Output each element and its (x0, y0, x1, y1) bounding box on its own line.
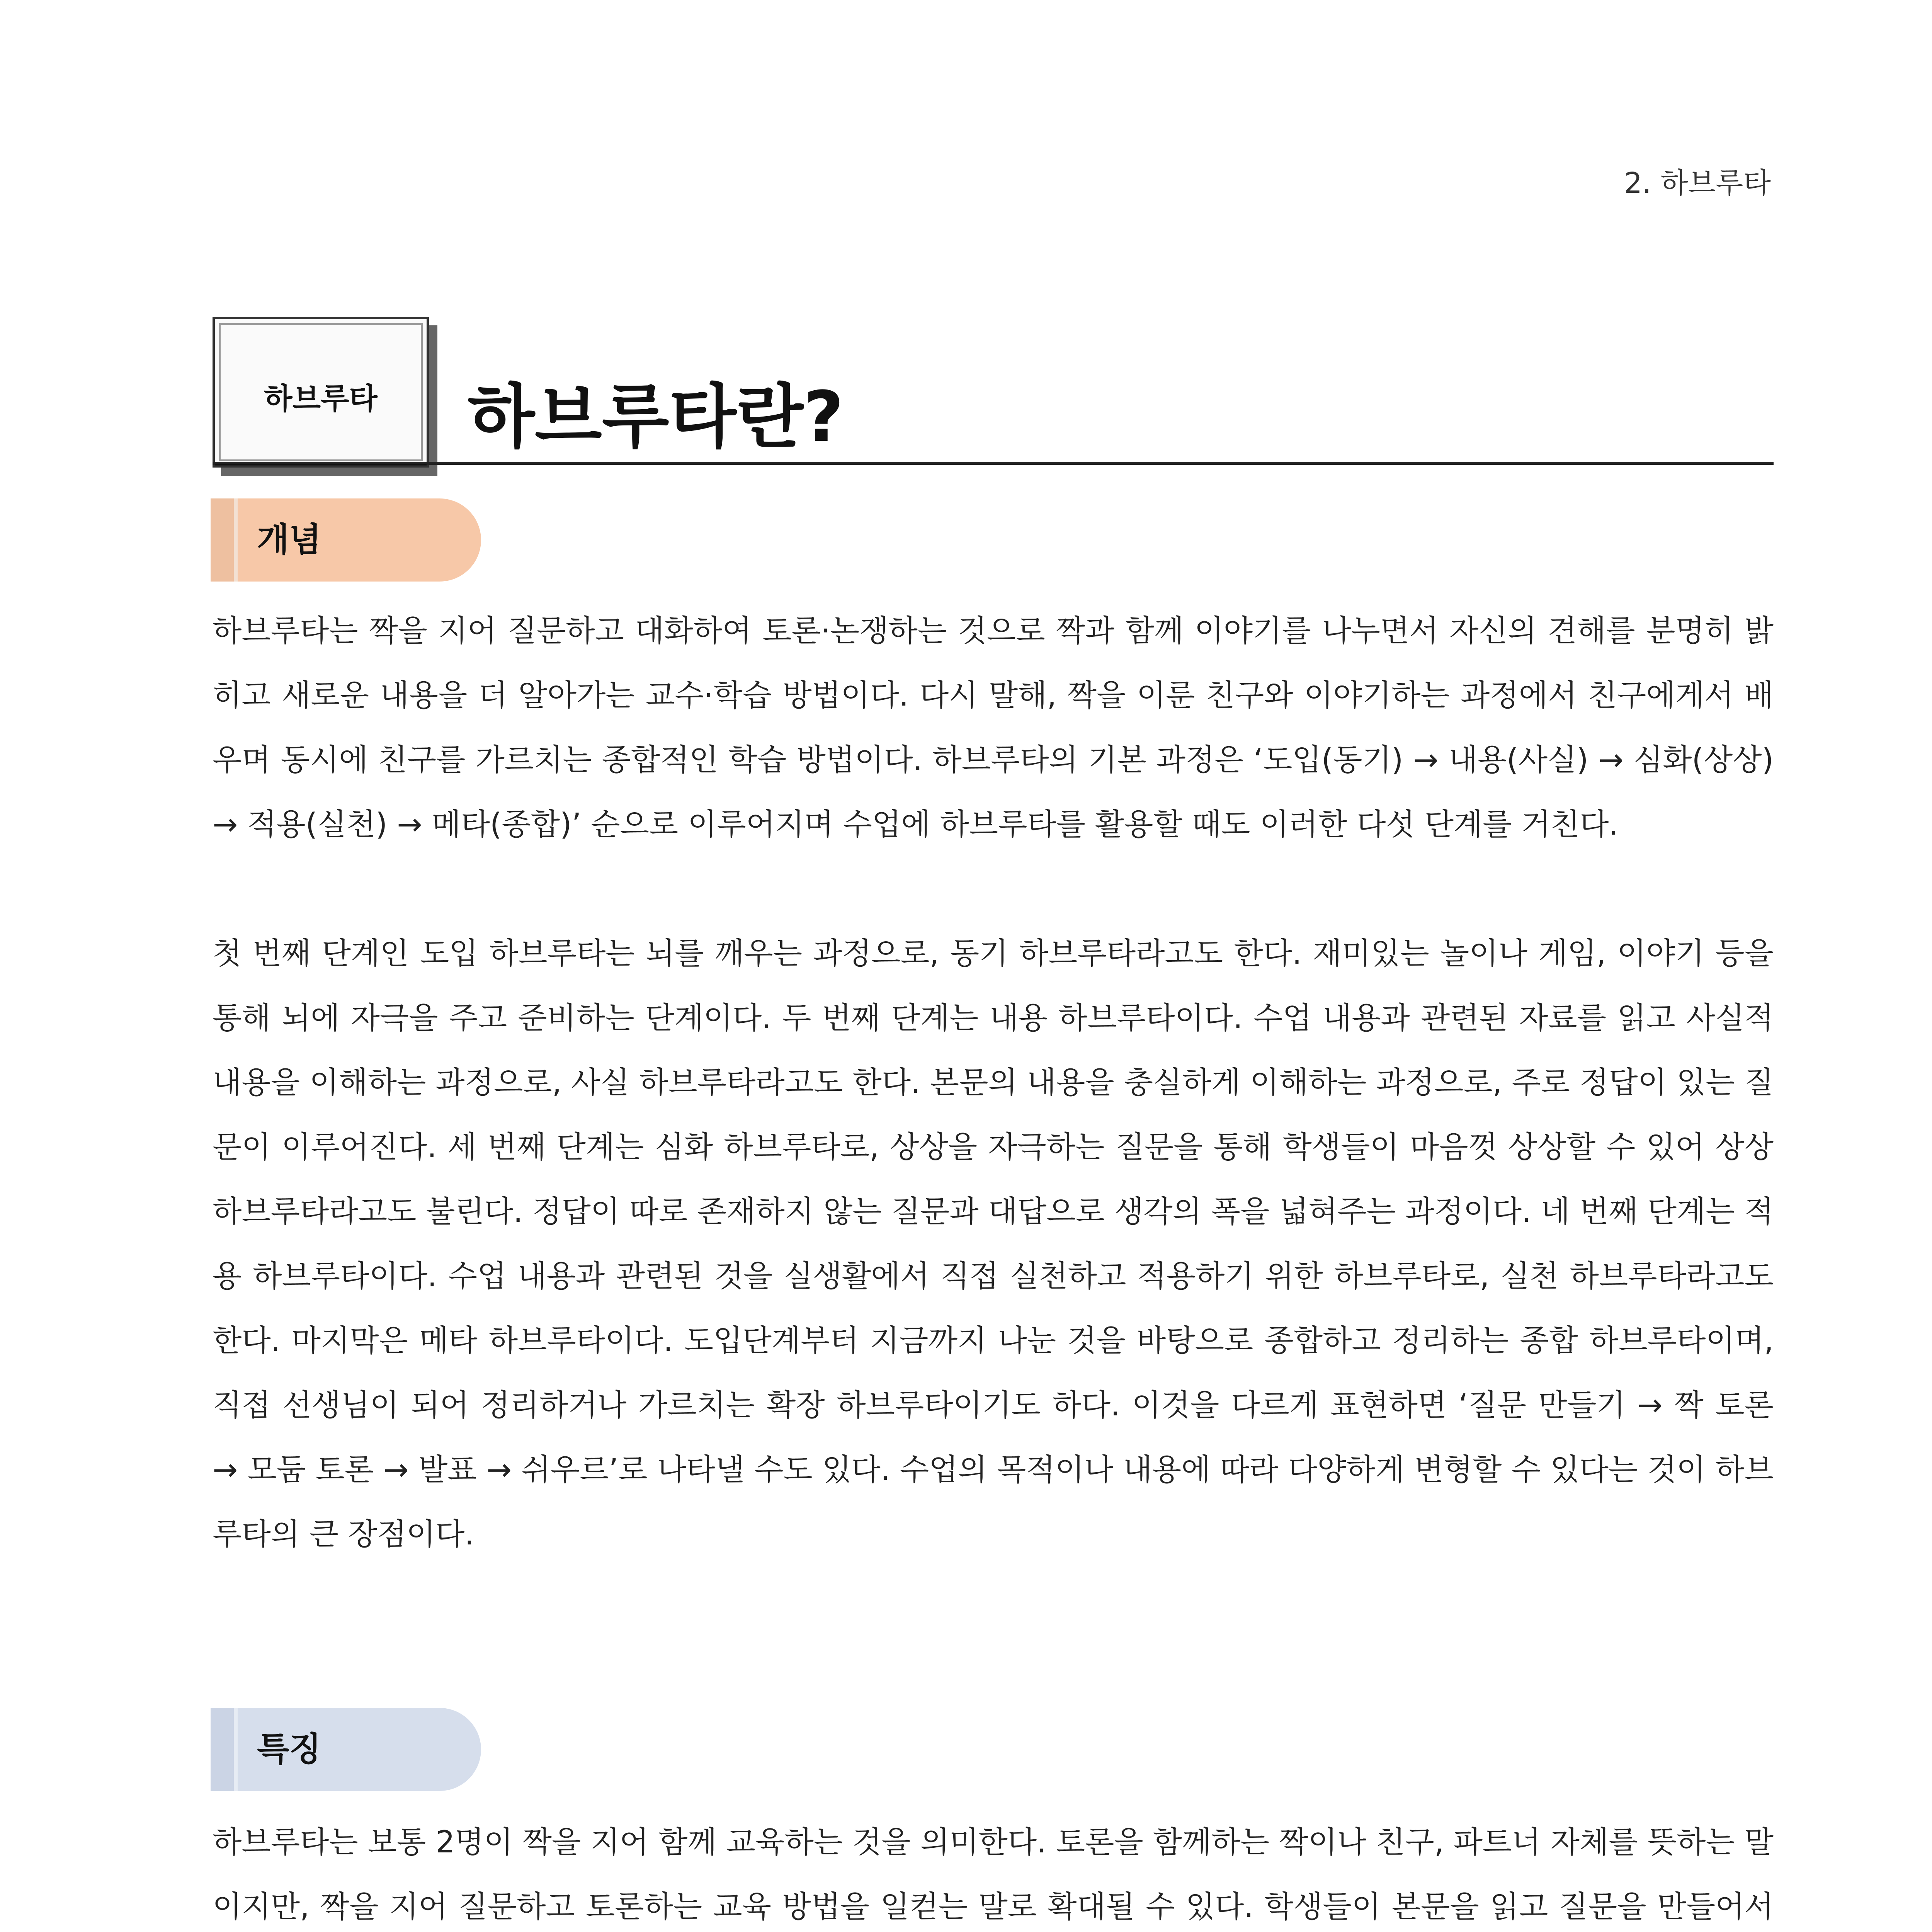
feature-paragraph-1: 하브루타는 보통 2명이 짝을 지어 함께 교육하는 것을 의미한다. 토론을 함께하는 짝이나 친구, 파트너 자체를 뜻하는 말이지만, 짝을 지어 질문하고 토론하는 교육 방법을 일컫는 말로 확대될 수 있다. 학생들이 본문을 읽고 질문을 만들어서 (213, 1825, 1774, 1924)
page-title: 하브루타란? (468, 377, 844, 457)
section-heading-feature-label: 특징 (257, 1730, 321, 1769)
title-tag-box (213, 317, 429, 468)
section-heading-concept (211, 498, 481, 582)
concept-paragraph-2: 첫 번째 단계인 도입 하브루타는 뇌를 깨우는 과정으로, 동기 하브루타라고도 한다. 재미있는 놀이나 게임, 이야기 등을 통해 뇌에 자극을 주고 준비하는 단계이다. 두 번째 단계는 내용 하브루타이다. 수업 내용과 관련된 자료를 읽고 사실적 내용을 이해하는 과정으로, 사실 하브루타라고도 한다. 본문의 내용을 충실하게 이해하는 과정으로, 주로 정답이 있는 질문이 이루어진다. 세 번째 단계는 심화 하브루타로, 상상을 자극하는 질문을 통해 학생들이 마음껏 상상할 수 있어 상상 하브루타라고도 불린다. 정답이 따로 존재하지 않는 질문과 대답으로 생각의 폭을 넓혀주는 과정이다. 네 번째 단계는 적용 하브루타이다. 수업 내용과 관련된 것을 실생활에서 직접 실천하고 적용하기 위한 하브루타로, 실천 하브루타라고도 한다. 마지막은 메타 하브루타이다. 도입단계부터 지금까지 나눈 것을 바탕으로 종합하고 정리하는 종합 하브루타이며, 직접 선생님이 되어 정리하거나 가르치는 확장 하브루타이기도 하다. 이것을 다르게 표현하면 ‘질문 만들기 → 짝 토론 → 모둠 토론 → 발표 → 쉬우르’로 나타낼 수도 있다. 수업의 목적이나 내용에 따라 다양하게 변형할 수 있다는 것이 하브루타의 큰 장점이다. (213, 936, 1774, 1552)
section-heading-feature (211, 1708, 481, 1791)
title-tag-label: 하브루타 (264, 381, 378, 416)
concept-paragraph-1: 하브루타는 짝을 지어 질문하고 대화하여 토론·논쟁하는 것으로 짝과 함께 이야기를 나누면서 자신의 견해를 분명히 밝히고 새로운 내용을 더 알아가는 교수·학습 방법이다. 다시 말해, 짝을 이룬 친구와 이야기하는 과정에서 친구에게서 배우며 동시에 친구를 가르치는 종합적인 학습 방법이다. 하브루타의 기본 과정은 ‘도입(동기) → 내용(사실) → 심화(상상) → 적용(실천) → 메타(종합)’ 순으로 이루어지며 수업에 하브루타를 활용할 때도 이러한 다섯 단계를 거친다. (213, 614, 1774, 842)
title-row (213, 317, 1774, 471)
heading-accent-bar (211, 1708, 238, 1791)
heading-accent-bar (211, 498, 238, 582)
section-heading-concept-label: 개념 (257, 520, 321, 559)
title-divider (213, 462, 1774, 465)
chapter-header: 2. 하브루타 (1624, 167, 1771, 200)
